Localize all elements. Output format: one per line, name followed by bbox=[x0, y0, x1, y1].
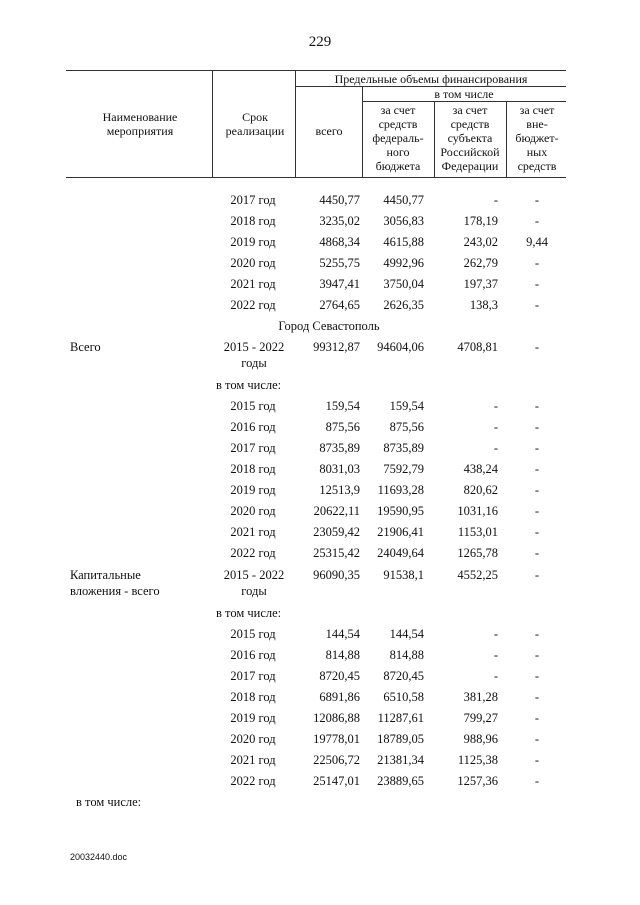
row-federal: 2626,35 bbox=[383, 298, 424, 312]
row-total: 25147,01 bbox=[313, 774, 360, 788]
row-total: 25315,42 bbox=[313, 546, 360, 560]
row-other: - bbox=[534, 340, 540, 354]
header-divider-4 bbox=[434, 101, 435, 177]
row-other: - bbox=[534, 193, 540, 207]
row-total: 8031,03 bbox=[319, 462, 360, 476]
row-regional: - bbox=[493, 399, 498, 413]
row-federal: 23889,65 bbox=[377, 774, 424, 788]
row-regional: 820,62 bbox=[463, 483, 498, 497]
row-regional: 178,19 bbox=[463, 214, 498, 228]
row-period: 2020 год bbox=[230, 504, 276, 518]
including-label: в том числе: bbox=[216, 606, 282, 620]
row-other: - bbox=[534, 420, 540, 434]
row-regional: 1125,38 bbox=[457, 753, 498, 767]
row-regional: 138,3 bbox=[469, 298, 498, 312]
row-federal: 3750,04 bbox=[383, 277, 424, 291]
row-period: 2019 год bbox=[230, 711, 276, 725]
row-period: 2017 год bbox=[230, 441, 276, 455]
row-total: 12086,88 bbox=[313, 711, 360, 725]
row-total: 99312,87 bbox=[313, 340, 360, 354]
row-total: 4868,34 bbox=[319, 235, 360, 249]
row-regional: 4708,81 bbox=[457, 340, 498, 354]
row-other: - bbox=[534, 483, 540, 497]
row-regional: - bbox=[493, 648, 498, 662]
row-regional: 243,02 bbox=[463, 235, 498, 249]
row-period: 2018 год bbox=[230, 690, 276, 704]
row-name: Всего bbox=[70, 340, 101, 354]
header-including-rule bbox=[362, 101, 566, 102]
row-federal: 21381,34 bbox=[377, 753, 424, 767]
header-total: всего bbox=[315, 124, 343, 138]
row-other: - bbox=[534, 462, 540, 476]
row-period: 2020 год bbox=[230, 732, 276, 746]
row-total: 19778,01 bbox=[313, 732, 360, 746]
row-period: 2015 - 2022 годы bbox=[223, 340, 285, 370]
row-federal: 11693,28 bbox=[377, 483, 424, 497]
row-other: - bbox=[534, 732, 540, 746]
row-period: 2021 год bbox=[230, 753, 276, 767]
row-regional: 1265,78 bbox=[457, 546, 498, 560]
section-heading: Город Севастополь bbox=[278, 319, 380, 333]
row-total: 12513,9 bbox=[319, 483, 360, 497]
row-other: - bbox=[534, 399, 540, 413]
row-total: 8735,89 bbox=[319, 441, 360, 455]
row-total: 875,56 bbox=[325, 420, 360, 434]
row-federal: 144,54 bbox=[389, 627, 424, 641]
table-top-rule bbox=[66, 70, 566, 71]
row-period: 2016 год bbox=[230, 420, 276, 434]
row-regional: 4552,25 bbox=[457, 568, 498, 582]
row-period: 2016 год bbox=[230, 648, 276, 662]
row-other: - bbox=[534, 546, 540, 560]
row-name: Капитальные вложения - всего bbox=[70, 568, 160, 598]
row-other: - bbox=[534, 214, 540, 228]
row-federal: 814,88 bbox=[389, 648, 424, 662]
row-total: 5255,75 bbox=[319, 256, 360, 270]
page-number: 229 bbox=[308, 34, 332, 50]
row-federal: 3056,83 bbox=[383, 214, 424, 228]
row-total: 6891,86 bbox=[319, 690, 360, 704]
row-other: - bbox=[534, 648, 540, 662]
row-period: 2017 год bbox=[230, 669, 276, 683]
row-other: - bbox=[534, 669, 540, 683]
row-regional: 197,37 bbox=[463, 277, 498, 291]
header-divider-1 bbox=[212, 70, 213, 177]
row-total: 20622,11 bbox=[313, 504, 360, 518]
row-period: 2020 год bbox=[230, 256, 276, 270]
row-total: 814,88 bbox=[325, 648, 360, 662]
row-other: - bbox=[534, 298, 540, 312]
row-period: 2015 - 2022 годы bbox=[223, 568, 285, 598]
row-total: 159,54 bbox=[325, 399, 360, 413]
row-period: 2019 год bbox=[230, 235, 276, 249]
header-including: в том числе bbox=[434, 87, 494, 101]
row-total: 22506,72 bbox=[313, 753, 360, 767]
row-period: 2021 год bbox=[230, 277, 276, 291]
row-total: 4450,77 bbox=[319, 193, 360, 207]
row-federal: 18789,05 bbox=[377, 732, 424, 746]
row-period: 2022 год bbox=[230, 546, 276, 560]
header-period: Срок реализации bbox=[225, 110, 285, 138]
row-other: - bbox=[534, 711, 540, 725]
row-other: - bbox=[534, 504, 540, 518]
row-period: 2019 год bbox=[230, 483, 276, 497]
row-total: 23059,42 bbox=[313, 525, 360, 539]
row-regional: 1031,16 bbox=[457, 504, 498, 518]
row-total: 8720,45 bbox=[319, 669, 360, 683]
row-federal: 875,56 bbox=[389, 420, 424, 434]
header-other: за счет вне-бюджет-ных средств bbox=[515, 103, 559, 173]
row-other: - bbox=[534, 277, 540, 291]
header-regional: за счет средств субъекта Российской Федерации bbox=[440, 103, 500, 173]
row-federal: 6510,58 bbox=[383, 690, 424, 704]
row-federal: 4992,96 bbox=[383, 256, 424, 270]
row-regional: - bbox=[493, 669, 498, 683]
row-period: 2018 год bbox=[230, 462, 276, 476]
row-total: 96090,35 bbox=[313, 568, 360, 582]
header-divider-5 bbox=[506, 101, 507, 177]
row-federal: 21906,41 bbox=[377, 525, 424, 539]
row-regional: 1153,01 bbox=[457, 525, 498, 539]
row-regional: - bbox=[493, 420, 498, 434]
header-bottom-rule bbox=[66, 177, 566, 178]
row-period: 2018 год bbox=[230, 214, 276, 228]
row-federal: 11287,61 bbox=[377, 711, 424, 725]
row-period: 2022 год bbox=[230, 298, 276, 312]
row-federal: 8720,45 bbox=[383, 669, 424, 683]
row-other: - bbox=[534, 753, 540, 767]
including-label: в том числе: bbox=[216, 378, 282, 392]
row-federal: 4450,77 bbox=[383, 193, 424, 207]
row-period: 2015 год bbox=[230, 627, 276, 641]
row-federal: 24049,64 bbox=[377, 546, 424, 560]
row-federal: 91538,1 bbox=[383, 568, 424, 582]
row-other: - bbox=[534, 774, 540, 788]
row-regional: 438,24 bbox=[463, 462, 498, 476]
row-other: - bbox=[534, 690, 540, 704]
row-other: - bbox=[534, 568, 540, 582]
row-period: 2015 год bbox=[230, 399, 276, 413]
row-other: - bbox=[534, 627, 540, 641]
row-total: 2764,65 bbox=[319, 298, 360, 312]
row-regional: 262,79 bbox=[463, 256, 498, 270]
row-total: 3235,02 bbox=[319, 214, 360, 228]
row-period: 2022 год bbox=[230, 774, 276, 788]
row-federal: 159,54 bbox=[389, 399, 424, 413]
header-name: Наименование мероприятия bbox=[102, 110, 178, 138]
row-period: 2021 год bbox=[230, 525, 276, 539]
row-other: - bbox=[534, 441, 540, 455]
row-total: 3947,41 bbox=[319, 277, 360, 291]
row-regional: - bbox=[493, 627, 498, 641]
row-regional: 988,96 bbox=[463, 732, 498, 746]
bottom-note: в том числе: bbox=[76, 795, 142, 809]
row-other: - bbox=[534, 525, 540, 539]
header-limits: Предельные объемы финансирования bbox=[334, 72, 528, 86]
header-federal: за счет средств федераль-ного бюджета bbox=[372, 103, 424, 173]
row-federal: 7592,79 bbox=[383, 462, 424, 476]
row-regional: - bbox=[493, 193, 498, 207]
footer-code: 20032440.doc bbox=[70, 852, 128, 862]
row-regional: 799,27 bbox=[463, 711, 498, 725]
row-federal: 94604,06 bbox=[377, 340, 424, 354]
row-regional: 381,28 bbox=[463, 690, 498, 704]
row-other: 9,44 bbox=[526, 235, 548, 249]
row-other: - bbox=[534, 256, 540, 270]
row-federal: 4615,88 bbox=[383, 235, 424, 249]
row-regional: - bbox=[493, 441, 498, 455]
row-regional: 1257,36 bbox=[457, 774, 498, 788]
row-period: 2017 год bbox=[230, 193, 276, 207]
row-federal: 8735,89 bbox=[383, 441, 424, 455]
row-federal: 19590,95 bbox=[377, 504, 424, 518]
row-total: 144,54 bbox=[325, 627, 360, 641]
